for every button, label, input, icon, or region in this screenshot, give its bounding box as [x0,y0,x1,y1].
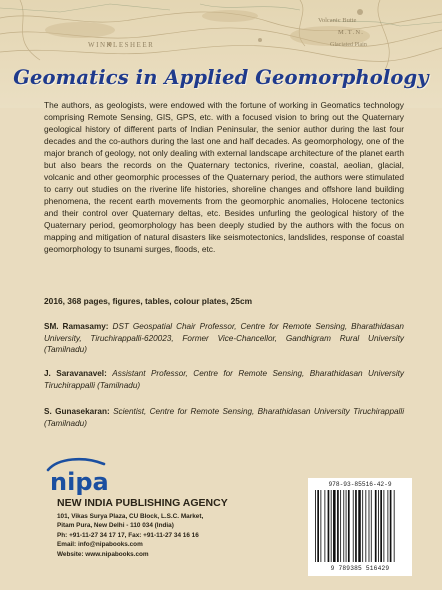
publisher-address [57,512,307,559]
author-role: Scientist, Centre for Remote Sensing, Bharathidasan University Tiruchirappalli (Tamilnadu) [44,407,405,428]
website-line: Website: www.nipabooks.com [57,550,149,558]
author-name: S. Gunasekaran: [44,407,110,416]
isbn-barcode [308,478,412,576]
email-line: Email: info@nipabooks.com [57,541,143,549]
map-label: Volcanic Butte [318,17,357,24]
author-name: SM. Ramasamy: [44,322,109,331]
map-label: Glaciated Plain [330,42,367,48]
author-entry [44,321,404,356]
logo-text: nipa [50,468,109,496]
publisher-name: NEW INDIA PUBLISHING AGENCY [57,497,228,509]
map-label: M.T.N. [338,29,365,36]
publisher-logo [44,456,116,496]
book-title: Geomatics in Applied Geomorphology [13,66,429,89]
map-illustration [0,0,442,108]
book-meta: 2016, 368 pages, figures, tables, colour plates, 25cm [44,296,253,306]
author-entry [44,406,404,429]
address-line: 101, Vikas Surya Plaza, CU Block, L.S.C. Market, [57,513,204,520]
phone-line: Ph: +91-11-27 34 17 17, Fax: +91-11-27 34 16 16 [57,531,199,539]
isbn-digits: 9 789385 516429 [330,565,390,572]
map-background [0,0,442,108]
barcode-icon [314,490,406,564]
map-label: WINKLESHEER [88,41,155,49]
author-name: J. Saravanavel: [44,369,107,378]
author-entry [44,368,404,391]
address-line: Pitam Pura, New Delhi - 110 034 (India) [57,522,174,530]
isbn-number: 978-93-85516-42-9 [328,481,392,488]
author-role: DST Geospatial Chair Professor, Centre for Remote Sensing, Bharathidasan University, Tiruchirappalli-620023, Former Vice-Chancellor, Gandhigram Rural University (Tamilnadu) [44,322,404,354]
author-role: Assistant Professor, Centre for Remote Sensing, Bharathidasan University Tiruchirappalli (Tamilnadu) [44,369,405,390]
book-description: The authors, as geologists, were endowed with the fortune of working in Geomatics technology comprising Remote Sensing, GIS, GPS, etc. with a focused vision to bring out the Quaternary geological history of different parts of Indian Peninsular, the senior author during the last four decades and the co-authors during the last one and half decades. As geomorphology, one of the major branch of geology, not only dealing with external landscape architecture of the planet earth but also bears the records on the Quaternary tectonics, riverine, coastal, aeolian, glacial, volcanic and other geomorphic processes of the Quaternary period, the authors were stimulated to carry out studies on the riverine life histories, shoreline changes and offshore land building phenomena, the recent earth movements from the geomorphic anomalies, Holocene tectonics and their control over Quaternary deltas, etc. Besides unfurling the geological history of the Quaternary period, geomorphology has been deeply studied by the authors with the focus on mapping and mitigation of natural disasters like seismotectonics, landslides, response of coastal geomorphology to tsunami surges, floods, etc. [44,100,404,254]
